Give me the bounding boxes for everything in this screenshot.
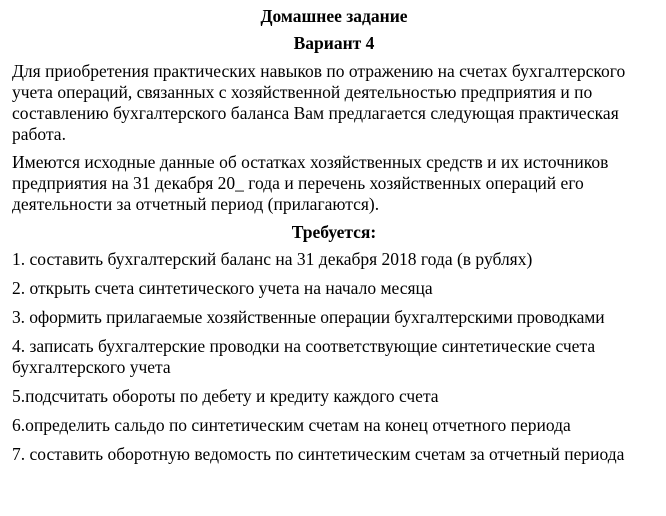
requirement-item: 3. оформить прилагаемые хозяйственные операции бухгалтерскими проводками xyxy=(12,307,605,327)
requirement-item: 6.определить сальдо по синтетическим счетам на конец отчетного периода xyxy=(12,415,571,435)
intro-paragraph: Для приобретения практических навыков по отражению на счетах бухгалтерского учета операций, связанных с хозяйственной деятельностью предприятия и по составлению бухгалтерского баланса Вам предлагается следующая практическая работа. xyxy=(12,61,626,144)
requirements-heading: Требуется: xyxy=(291,222,377,242)
requirement-item: 5.подсчитать обороты по дебету и кредиту каждого счета xyxy=(12,386,439,406)
requirement-item: 4. записать бухгалтерские проводки на соответствующие синтетические счета бухгалтерского учета xyxy=(12,336,596,377)
requirement-item: 1. составить бухгалтерский баланс на 31 декабря 2018 года (в рублях) xyxy=(12,249,533,269)
source-data-paragraph: Имеются исходные данные об остатках хозяйственных средств и их источников предприятия на 31 декабря 20_ года и перечень хозяйственных операций его деятельности за отчетный период (прилагаются). xyxy=(12,152,609,214)
requirements-list xyxy=(12,249,656,465)
requirement-item: 2. открыть счета синтетического учета на начало месяца xyxy=(12,278,433,298)
requirement-item: 7. составить оборотную ведомость по синтетическим счетам за отчетный периода xyxy=(12,444,625,464)
document-title: Домашнее задание xyxy=(260,6,408,26)
variant-heading: Вариант 4 xyxy=(293,33,375,53)
